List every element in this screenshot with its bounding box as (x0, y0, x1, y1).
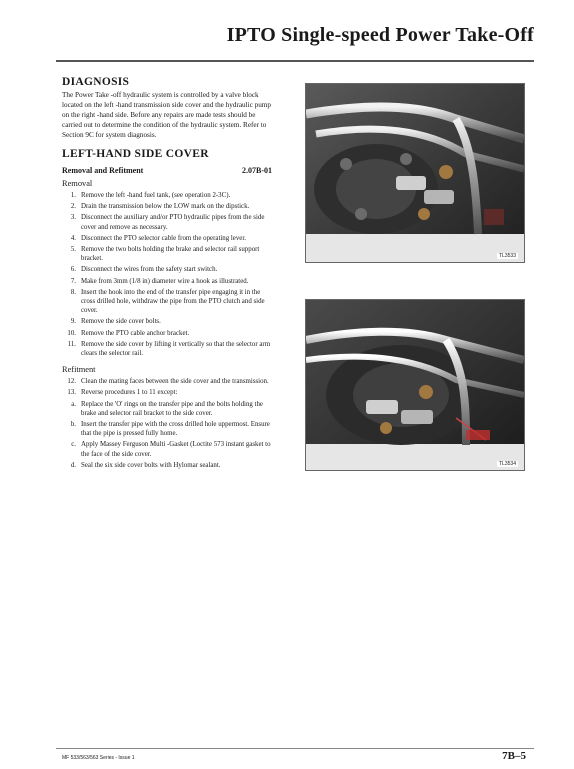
list-item: 7. Make from 3mm (1/8 in) diameter wire a hook as illustrated. (70, 277, 249, 285)
diagnosis-heading: DIAGNOSIS (62, 76, 130, 88)
operation-code: 2.07B-01 (242, 166, 272, 175)
list-item: a. Replace the 'O' rings on the transfer pipe and the bolts holding the brake and selector rail bracket to the side cover. (71, 400, 263, 417)
photo-side-cover-pipes (305, 83, 525, 263)
list-item: 8. Insert the hook into the end of the transfer pipe engaging it in the cross drilled hole, withdraw the pipe from the PTO clutch and side cover. (70, 288, 265, 315)
left-cover-heading: LEFT-HAND SIDE COVER (62, 148, 209, 160)
footer-series: MF 533/563/563 Series - Issue 1 (62, 755, 135, 761)
footer-rule (56, 748, 534, 749)
removal-refitment-subheading (62, 166, 272, 175)
photo-illustration (306, 300, 524, 470)
list-item: c. Apply Massey Ferguson Multi -Gasket (Loctite 573 instant gasket to the face of the side cover. (71, 441, 271, 458)
page-number: 7B–5 (502, 750, 526, 762)
list-item: 1. Remove the left -hand fuel tank, (see operation 2-3C). (70, 192, 231, 199)
photo-illustration (306, 84, 524, 262)
photo-label: TL3534 (499, 461, 516, 467)
page-title: IPTO Single-speed Power Take-Off (226, 24, 534, 46)
subheading-text: Removal and Refitment (62, 166, 144, 175)
removal-heading: Removal (62, 179, 93, 188)
photo-transfer-pipe (305, 299, 525, 471)
removal-steps (62, 191, 272, 358)
text-column (62, 76, 272, 472)
photo-label: TL3533 (499, 253, 516, 259)
list-item: 6. Disconnect the wires from the safety start switch. (70, 266, 218, 274)
list-item: 5. Remove the two bolts holding the brake and selector rail support bracket. (70, 246, 260, 263)
list-item: 3. Disconnect the auxiliary and/or PTO hydraulic pipes from the side cover and remove as necessary. (70, 214, 265, 231)
list-item: b. Insert the transfer pipe with the cross drilled hole uppermost. Ensure that the pipe is pressed fully home. (70, 421, 270, 438)
header-rule (56, 60, 534, 62)
refitment-steps (62, 377, 272, 397)
list-item: 11. Remove the side cover by lifting it vertically so that the selector arm clears the selector rail. (67, 340, 271, 358)
list-item: 10. Remove the PTO cable anchor bracket. (67, 329, 190, 337)
list-item: 12. Clean the mating faces between the side cover and the transmission. (67, 378, 269, 386)
list-item: 9. Remove the side cover bolts. (70, 318, 161, 326)
list-item: 4. Disconnect the PTO selector cable from the operating lever. (70, 234, 246, 242)
list-item: 13. Reverse procedures 1 to 11 except: (67, 389, 178, 397)
refitment-sub-steps (62, 400, 272, 470)
diagnosis-text: The Power Take -off hydraulic system is controlled by a valve block located on the left -hand transmission side cover and the hydraulic pump on the right -hand side. Before any repairs are made tests should be carried out to determine the condition of the hydraulic system. Refer to Section 9C for system diagnosis. (62, 91, 271, 139)
list-item: d. Seal the six side cover bolts with Hylomar sealant. (70, 461, 221, 469)
refitment-heading: Refitment (62, 365, 96, 375)
list-item: 2. Drain the transmission below the LOW mark on the dipstick. (70, 203, 250, 211)
